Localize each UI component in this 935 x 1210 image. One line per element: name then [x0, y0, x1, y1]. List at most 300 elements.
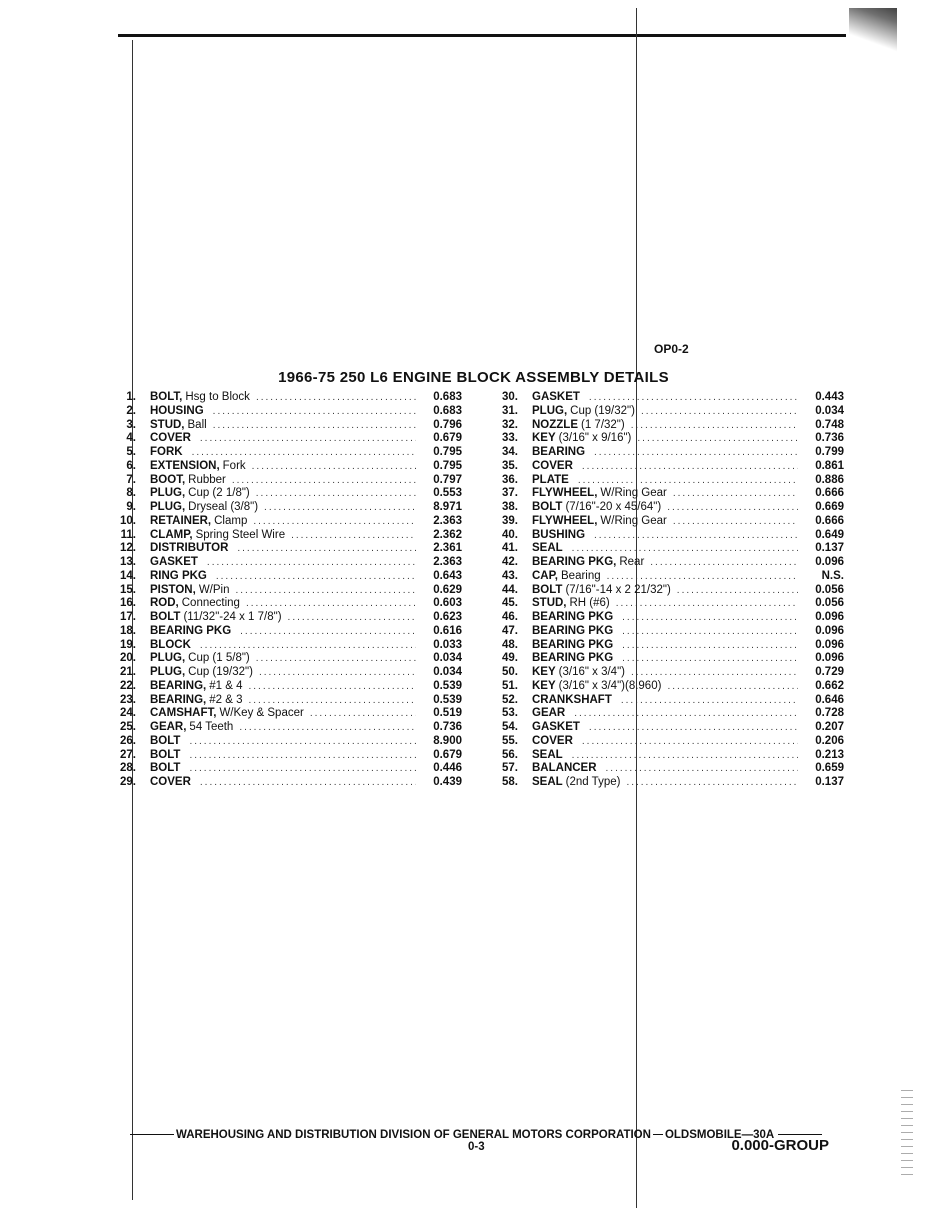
part-row: [492, 597, 844, 611]
part-value: 0.553: [433, 487, 462, 500]
part-number: 58.: [502, 776, 518, 788]
part-description: W/Pin: [198, 583, 230, 596]
part-name: BEARING PKG: [150, 624, 232, 637]
part-description: Fork: [222, 459, 246, 472]
part-value: 0.137: [815, 542, 844, 555]
top-rule: [118, 34, 846, 37]
part-number: 38.: [502, 501, 518, 513]
part-description: Rear: [619, 556, 645, 568]
part-value: 0.034: [815, 404, 844, 417]
leader-dots: [291, 529, 416, 543]
part-name: BOOT,: [150, 473, 186, 486]
part-description: Rubber: [188, 473, 226, 486]
part-number: 23.: [120, 693, 136, 706]
part-value: 0.795: [433, 446, 462, 458]
part-number: 43.: [502, 569, 518, 582]
part-description: (3/16" x 9/16"): [558, 432, 632, 445]
part-number: 15.: [120, 583, 136, 596]
part-row: [110, 542, 462, 556]
part-value: 0.603: [433, 597, 462, 610]
scan-edge-marks: [901, 1090, 913, 1180]
part-name: CAMSHAFT,: [150, 707, 217, 720]
part-description: #2 & 3: [209, 693, 243, 706]
part-row: [492, 474, 844, 488]
part-number: 19.: [120, 638, 136, 651]
part-row: [110, 652, 462, 666]
part-name: BOLT: [532, 501, 563, 513]
part-description: (11/32"-24 x 1 7/8"): [183, 611, 282, 623]
leader-dots: [235, 584, 416, 598]
part-name: NOZZLE: [532, 418, 578, 431]
part-number: 25.: [120, 721, 136, 733]
leader-dots: [232, 474, 416, 488]
part-name: BEARING PKG,: [532, 556, 617, 568]
part-number: 52.: [502, 693, 518, 706]
leader-dots: [207, 556, 416, 570]
part-description: Ball: [187, 418, 207, 431]
leader-dots: [189, 762, 416, 776]
part-description: Spring Steel Wire: [195, 528, 286, 541]
part-description: Cup (1 5/8"): [188, 652, 250, 665]
leader-dots: [572, 542, 798, 556]
part-number: 12.: [120, 542, 136, 555]
part-name: BALANCER: [532, 762, 597, 775]
part-row: [492, 721, 844, 735]
part-row: [492, 446, 844, 460]
parts-list-left: [110, 391, 462, 790]
leader-dots: [213, 419, 416, 433]
part-value: 0.643: [433, 569, 462, 582]
part-number: 37.: [502, 487, 518, 500]
leader-dots: [256, 652, 416, 666]
part-value: N.S.: [821, 569, 844, 582]
part-name: COVER: [532, 734, 573, 747]
part-row: [110, 487, 462, 501]
part-value: 0.213: [815, 748, 844, 761]
footer-text: WAREHOUSING AND DISTRIBUTION DIVISION OF GENERAL MOTORS CORPORATION: [176, 1129, 651, 1141]
part-name: ROD,: [150, 597, 179, 610]
leader-dots: [582, 460, 798, 474]
part-value: 0.539: [433, 693, 462, 706]
part-name: CLAMP,: [150, 528, 193, 541]
part-value: 8.900: [433, 734, 462, 747]
part-number: 10.: [120, 514, 136, 527]
part-description: (3/16" x 3/4"): [558, 666, 625, 678]
part-value: 0.662: [815, 679, 844, 692]
part-name: BEARING PKG: [532, 652, 614, 665]
part-name: PLUG,: [150, 487, 186, 500]
leader-dots: [246, 597, 416, 611]
part-name: KEY: [532, 432, 556, 445]
part-value: 0.646: [815, 693, 844, 706]
part-row: [110, 556, 462, 570]
part-value: 0.659: [815, 762, 844, 775]
part-description: Dryseal (3/8"): [188, 501, 259, 513]
part-name: BEARING: [532, 446, 586, 458]
part-row: [492, 762, 844, 776]
part-description: Hsg to Block: [185, 391, 250, 403]
part-value: 2.362: [433, 528, 462, 541]
part-name: BOLT: [150, 611, 181, 623]
part-value: 0.519: [433, 707, 462, 720]
part-description: #1 & 4: [209, 679, 243, 692]
part-description: RH (#6): [569, 597, 610, 610]
scan-smudge: [849, 8, 897, 70]
leader-dots: [572, 749, 798, 763]
part-number: 16.: [120, 597, 136, 610]
part-number: 21.: [120, 666, 136, 678]
part-name: PLUG,: [532, 404, 568, 417]
part-value: 0.666: [815, 514, 844, 527]
part-row: [492, 432, 844, 446]
leader-dots: [622, 611, 798, 625]
part-row: [110, 707, 462, 721]
part-number: 31.: [502, 404, 518, 417]
footer-right-text: OLDSMOBILE—30A: [664, 1129, 775, 1141]
part-description: 54 Teeth: [189, 721, 234, 733]
part-number: 3.: [126, 418, 136, 431]
leader-dots: [606, 762, 798, 776]
leader-dots: [288, 611, 416, 625]
leader-dots: [216, 570, 416, 584]
leader-dots: [248, 694, 416, 708]
part-number: 36.: [502, 473, 518, 486]
page-title: [0, 369, 935, 386]
part-value: 0.736: [433, 721, 462, 733]
part-number: 9.: [126, 501, 136, 513]
part-description: (1 7/32"): [581, 418, 625, 431]
part-row: [492, 694, 844, 708]
leader-dots: [240, 625, 416, 639]
part-number: 57.: [502, 762, 518, 775]
part-name: CRANKSHAFT: [532, 693, 612, 706]
leader-dots: [256, 487, 416, 501]
leader-dots: [631, 666, 798, 680]
part-name: FLYWHEEL,: [532, 487, 598, 500]
part-row: [492, 776, 844, 790]
part-name: DISTRIBUTOR: [150, 542, 229, 555]
part-value: 0.096: [815, 556, 844, 568]
leader-dots: [200, 776, 416, 790]
part-name: PISTON,: [150, 583, 196, 596]
leader-dots: [589, 721, 798, 735]
part-row: [110, 611, 462, 625]
part-value: 2.363: [433, 556, 462, 568]
part-value: 0.056: [815, 583, 844, 596]
part-name: SEAL: [532, 776, 563, 788]
part-name: BOLT: [150, 762, 181, 775]
leader-dots: [622, 625, 798, 639]
part-number: 20.: [120, 652, 136, 665]
part-row: [110, 639, 462, 653]
part-row: [110, 446, 462, 460]
leader-dots: [637, 432, 798, 446]
part-number: 42.: [502, 556, 518, 568]
part-row: [110, 625, 462, 639]
part-value: 0.629: [433, 583, 462, 596]
part-value: 0.795: [433, 459, 462, 472]
part-row: [492, 515, 844, 529]
part-number: 50.: [502, 666, 518, 678]
part-name: GEAR,: [150, 721, 187, 733]
part-name: BEARING PKG: [532, 611, 614, 623]
part-description: W/Key & Spacer: [219, 707, 304, 720]
part-name: SEAL: [532, 542, 563, 555]
part-number: 6.: [126, 459, 136, 472]
part-value: 0.056: [815, 597, 844, 610]
part-number: 5.: [126, 446, 136, 458]
part-description: W/Ring Gear: [600, 514, 667, 527]
part-number: 8.: [126, 487, 136, 500]
leader-dots: [621, 694, 798, 708]
leader-dots: [200, 639, 416, 653]
part-value: 0.033: [433, 638, 462, 651]
part-number: 29.: [120, 776, 136, 788]
part-row: [492, 639, 844, 653]
leader-dots: [626, 776, 798, 790]
part-value: 0.796: [433, 418, 462, 431]
leader-dots: [673, 487, 798, 501]
part-name: RING PKG: [150, 569, 207, 582]
part-row: [110, 460, 462, 474]
part-number: 34.: [502, 446, 518, 458]
parts-list-right: [492, 391, 844, 790]
part-row: [492, 652, 844, 666]
part-row: [110, 432, 462, 446]
leader-dots: [641, 405, 798, 419]
part-number: 26.: [120, 734, 136, 747]
footer-dash-left: [130, 1134, 174, 1135]
leader-dots: [192, 446, 416, 460]
part-number: 14.: [120, 569, 136, 582]
part-row: [492, 707, 844, 721]
leader-dots: [578, 474, 798, 488]
part-number: 7.: [126, 473, 136, 486]
part-row: [492, 419, 844, 433]
part-number: 35.: [502, 459, 518, 472]
part-description: Cup (19/32"): [570, 404, 635, 417]
leader-dots: [650, 556, 798, 570]
part-description: Bearing: [561, 569, 601, 582]
part-value: 0.207: [815, 721, 844, 733]
part-description: (7/16"-14 x 2 21/32"): [565, 583, 671, 596]
part-row: [110, 501, 462, 515]
leader-dots: [239, 721, 416, 735]
part-number: 51.: [502, 679, 518, 692]
part-row: [110, 694, 462, 708]
part-value: 8.971: [433, 501, 462, 513]
part-name: PLUG,: [150, 501, 186, 513]
part-value: 0.623: [433, 611, 462, 623]
part-name: BUSHING: [532, 528, 586, 541]
part-name: EXTENSION,: [150, 459, 220, 472]
part-value: 0.649: [815, 528, 844, 541]
part-name: SEAL: [532, 748, 563, 761]
part-name: KEY: [532, 679, 556, 692]
part-row: [492, 460, 844, 474]
part-row: [492, 680, 844, 694]
part-value: 0.137: [815, 776, 844, 788]
part-value: 0.446: [433, 762, 462, 775]
part-value: 0.616: [433, 624, 462, 637]
leader-dots: [589, 391, 798, 405]
part-name: GASKET: [532, 391, 580, 403]
part-number: 53.: [502, 707, 518, 720]
leader-dots: [189, 735, 416, 749]
part-number: 47.: [502, 624, 518, 637]
part-value: 0.679: [433, 748, 462, 761]
leader-dots: [310, 707, 416, 721]
part-number: 55.: [502, 734, 518, 747]
leader-dots: [574, 707, 798, 721]
part-name: CAP,: [532, 569, 558, 582]
part-name: STUD,: [532, 597, 567, 610]
leader-dots: [264, 501, 416, 515]
part-row: [492, 570, 844, 584]
part-value: 0.748: [815, 418, 844, 431]
footer: [130, 1129, 822, 1141]
part-name: COVER: [150, 776, 191, 788]
part-row: [110, 584, 462, 598]
leader-dots: [673, 515, 798, 529]
part-name: PLATE: [532, 473, 569, 486]
part-name: KEY: [532, 666, 556, 678]
part-description: W/Ring Gear: [600, 487, 667, 500]
part-value: 0.736: [815, 432, 844, 445]
part-row: [110, 474, 462, 488]
part-row: [492, 625, 844, 639]
part-name: FLYWHEEL,: [532, 514, 598, 527]
part-name: HOUSING: [150, 404, 204, 417]
part-number: 30.: [502, 391, 518, 403]
part-name: COVER: [532, 459, 573, 472]
part-row: [492, 611, 844, 625]
part-value: 0.728: [815, 707, 844, 720]
part-number: 45.: [502, 597, 518, 610]
part-name: BEARING,: [150, 679, 207, 692]
part-number: 40.: [502, 528, 518, 541]
part-value: 0.683: [433, 391, 462, 403]
part-name: BEARING PKG: [532, 624, 614, 637]
part-name: FORK: [150, 446, 183, 458]
part-number: 39.: [502, 514, 518, 527]
leader-dots: [594, 446, 798, 460]
part-number: 17.: [120, 611, 136, 623]
part-row: [492, 405, 844, 419]
part-number: 28.: [120, 762, 136, 775]
part-value: 0.439: [433, 776, 462, 788]
leader-dots: [622, 639, 798, 653]
part-name: BEARING PKG: [532, 638, 614, 651]
leader-dots: [677, 584, 798, 598]
part-value: 0.799: [815, 446, 844, 458]
leader-dots: [667, 501, 798, 515]
page-number: 0-3: [468, 1141, 485, 1153]
part-name: GASKET: [532, 721, 580, 733]
part-value: 0.443: [815, 391, 844, 403]
part-row: [492, 584, 844, 598]
part-value: 0.034: [433, 652, 462, 665]
part-row: [492, 542, 844, 556]
part-number: 44.: [502, 583, 518, 596]
leader-dots: [594, 529, 798, 543]
part-row: [492, 666, 844, 680]
part-number: 27.: [120, 748, 136, 761]
part-value: 0.797: [433, 473, 462, 486]
part-description: (3/16" x 3/4")(8.960): [558, 679, 662, 692]
part-name: BOLT: [532, 583, 563, 596]
part-description: Connecting: [181, 597, 240, 610]
part-number: 48.: [502, 638, 518, 651]
leader-dots: [200, 432, 416, 446]
part-name: BOLT,: [150, 391, 183, 403]
part-name: BOLT: [150, 748, 181, 761]
leader-dots: [622, 652, 798, 666]
part-row: [110, 721, 462, 735]
part-value: 0.096: [815, 611, 844, 623]
part-row: [110, 597, 462, 611]
part-row: [110, 391, 462, 405]
part-row: [492, 529, 844, 543]
part-value: 0.886: [815, 473, 844, 486]
leader-dots: [667, 680, 798, 694]
part-name: BLOCK: [150, 638, 191, 651]
part-number: 54.: [502, 721, 518, 733]
part-value: 0.034: [433, 666, 462, 678]
leader-dots: [189, 749, 416, 763]
part-name: BOLT: [150, 734, 181, 747]
footer-dash-mid: [653, 1134, 663, 1135]
part-number: 56.: [502, 748, 518, 761]
part-number: 24.: [120, 707, 136, 720]
part-row: [492, 501, 844, 515]
part-name: PLUG,: [150, 652, 186, 665]
part-name: RETAINER,: [150, 514, 212, 527]
part-description: (7/16"-20 x 45/64"): [565, 501, 662, 513]
leader-dots: [616, 597, 798, 611]
leader-dots: [631, 419, 798, 433]
leader-dots: [256, 391, 416, 405]
part-number: 2.: [126, 404, 136, 417]
part-row: [110, 735, 462, 749]
part-row: [492, 735, 844, 749]
part-value: 2.361: [433, 542, 462, 555]
part-value: 0.206: [815, 734, 844, 747]
part-description: Cup (19/32"): [188, 666, 253, 678]
part-number: 1.: [126, 391, 136, 403]
part-value: 2.363: [433, 514, 462, 527]
part-value: 0.096: [815, 652, 844, 665]
part-value: 0.666: [815, 487, 844, 500]
leader-dots: [213, 405, 416, 419]
part-value: 0.539: [433, 679, 462, 692]
leader-dots: [237, 542, 416, 556]
leader-dots: [248, 680, 416, 694]
footer-dash-right: [778, 1134, 822, 1135]
part-value: 0.679: [433, 432, 462, 445]
part-name: GEAR: [532, 707, 566, 720]
part-description: Cup (2 1/8"): [188, 487, 250, 500]
part-number: 33.: [502, 432, 518, 445]
part-value: 0.683: [433, 404, 462, 417]
part-name: PLUG,: [150, 666, 186, 678]
part-description: (2nd Type): [565, 776, 621, 788]
part-name: COVER: [150, 432, 191, 445]
part-number: 4.: [126, 432, 136, 445]
part-row: [110, 680, 462, 694]
part-name: BEARING,: [150, 693, 207, 706]
part-row: [110, 776, 462, 790]
